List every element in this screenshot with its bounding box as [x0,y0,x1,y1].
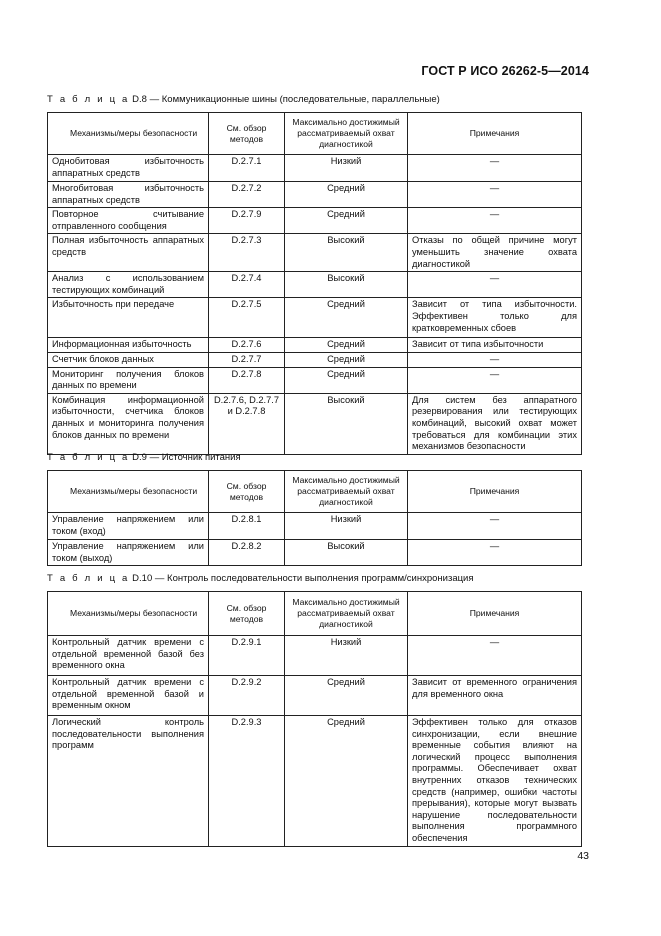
cell-coverage: Средний [285,367,408,393]
cell-reference: D.2.7.2 [209,182,285,208]
table-row [48,393,582,454]
table-row [48,338,582,353]
cell-mechanism: Однобитовая избыточность аппаратных средств [48,155,209,182]
column-header-reference: См. обзор методов [209,471,285,513]
cell-notes: Зависит от временного ограничения для временного окна [408,676,582,716]
cell-mechanism: Мониторинг получения блоков данных по времени [48,367,209,393]
cell-coverage: Низкий [285,155,408,182]
page-number: 43 [577,850,589,862]
column-header-coverage: Максимально достижимый рассматриваемый охват диагностикой [285,592,408,636]
column-header-reference: См. обзор методов [209,113,285,155]
table-d8 [47,112,582,455]
cell-coverage: Средний [285,338,408,353]
column-header-notes: Примечания [408,592,582,636]
column-header-notes: Примечания [408,113,582,155]
table-d9 [47,470,582,566]
cell-notes: Зависит от типа избыточности [408,338,582,353]
table-row [48,298,582,338]
table-title: D.8 — Коммуникационные шины (последовательные, параллельные) [129,94,440,105]
cell-coverage: Низкий [285,636,408,676]
cell-notes: — [408,352,582,367]
table-title: D.9 — Источник питания [129,452,241,463]
table-row [48,636,582,676]
cell-mechanism: Многобитовая избыточность аппаратных средств [48,182,209,208]
table-d8-caption [47,94,440,105]
table-row [48,513,582,540]
cell-mechanism: Логический контроль последовательности выполнения программ [48,716,209,847]
cell-reference: D.2.7.7 [209,352,285,367]
cell-coverage: Средний [285,716,408,847]
cell-coverage: Высокий [285,540,408,566]
cell-mechanism: Управление напряжением или током (вход) [48,513,209,540]
cell-reference: D.2.7.1 [209,155,285,182]
table-row [48,272,582,298]
cell-mechanism: Избыточность при передаче [48,298,209,338]
cell-notes: — [408,636,582,676]
cell-coverage: Средний [285,352,408,367]
cell-mechanism: Управление напряжением или током (выход) [48,540,209,566]
cell-reference: D.2.8.2 [209,540,285,566]
table-label: Т а б л и ц а [47,573,130,584]
cell-notes: Зависит от типа избыточности. Эффективен только для кратковременных сбоев [408,298,582,338]
cell-coverage: Средний [285,298,408,338]
cell-mechanism: Повторное считывание отправленного сообщения [48,208,209,234]
cell-coverage: Средний [285,208,408,234]
cell-reference: D.2.7.3 [209,234,285,272]
table-row [48,540,582,566]
cell-coverage: Высокий [285,272,408,298]
table-row [48,367,582,393]
cell-mechanism: Счетчик блоков данных [48,352,209,367]
cell-reference: D.2.9.2 [209,676,285,716]
cell-coverage: Средний [285,182,408,208]
table-d10 [47,591,582,847]
cell-notes: Для систем без аппаратного резервирования или тестирующих комбинаций, высокий охват может требоваться для комбинации этих механизмов безопасности [408,393,582,454]
cell-notes: — [408,182,582,208]
table-row [48,352,582,367]
table-d9-caption [47,452,241,463]
cell-mechanism: Комбинация информационной избыточности, счетчика блоков данных и мониторинга получения блоков данных по времени [48,393,209,454]
cell-reference: D.2.8.1 [209,513,285,540]
cell-mechanism: Контрольный датчик времени с отдельной временной базой без временного окна [48,636,209,676]
cell-coverage: Низкий [285,513,408,540]
column-header-reference: См. обзор методов [209,592,285,636]
column-header-mechanism: Механизмы/меры безопасности [48,592,209,636]
column-header-mechanism: Механизмы/меры безопасности [48,113,209,155]
cell-mechanism: Контрольный датчик времени с отдельной временной базой и временным окном [48,676,209,716]
cell-mechanism: Анализ с использованием тестирующих комбинаций [48,272,209,298]
column-header-coverage: Максимально достижимый рассматриваемый охват диагностикой [285,113,408,155]
cell-notes: Эффективен только для отказов синхронизации, если внешние временные события влияют на логический процесс выполнения программы. Обеспечивает охват внутренних отказов технических средств (например, ошибки частоты прерывания), которые могут вызвать нарушение последовательности выполнения программного обеспечения [408,716,582,847]
cell-reference: D.2.7.6 [209,338,285,353]
cell-coverage: Высокий [285,393,408,454]
cell-notes: — [408,272,582,298]
cell-reference: D.2.7.5 [209,298,285,338]
table-title: D.10 — Контроль последовательности выполнения программ/синхронизация [129,573,474,584]
cell-notes: — [408,513,582,540]
table-label: Т а б л и ц а [47,94,130,105]
cell-reference: D.2.7.9 [209,208,285,234]
cell-reference: D.2.7.8 [209,367,285,393]
cell-reference: D.2.7.6, D.2.7.7 и D.2.7.8 [209,393,285,454]
column-header-mechanism: Механизмы/меры безопасности [48,471,209,513]
cell-reference: D.2.9.1 [209,636,285,676]
standard-header: ГОСТ Р ИСО 26262-5—2014 [421,64,589,78]
table-row [48,155,582,182]
table-row [48,182,582,208]
cell-reference: D.2.7.4 [209,272,285,298]
cell-reference: D.2.9.3 [209,716,285,847]
table-row [48,676,582,716]
cell-notes: — [408,155,582,182]
cell-notes: Отказы по общей причине могут уменьшить значение охвата диагностикой [408,234,582,272]
cell-notes: — [408,367,582,393]
cell-coverage: Высокий [285,234,408,272]
column-header-notes: Примечания [408,471,582,513]
cell-notes: — [408,208,582,234]
table-row [48,234,582,272]
table-row [48,716,582,847]
table-label: Т а б л и ц а [47,452,130,463]
cell-mechanism: Полная избыточность аппаратных средств [48,234,209,272]
cell-coverage: Средний [285,676,408,716]
table-row [48,208,582,234]
cell-notes: — [408,540,582,566]
table-d10-caption [47,573,474,584]
cell-mechanism: Информационная избыточность [48,338,209,353]
column-header-coverage: Максимально достижимый рассматриваемый охват диагностикой [285,471,408,513]
